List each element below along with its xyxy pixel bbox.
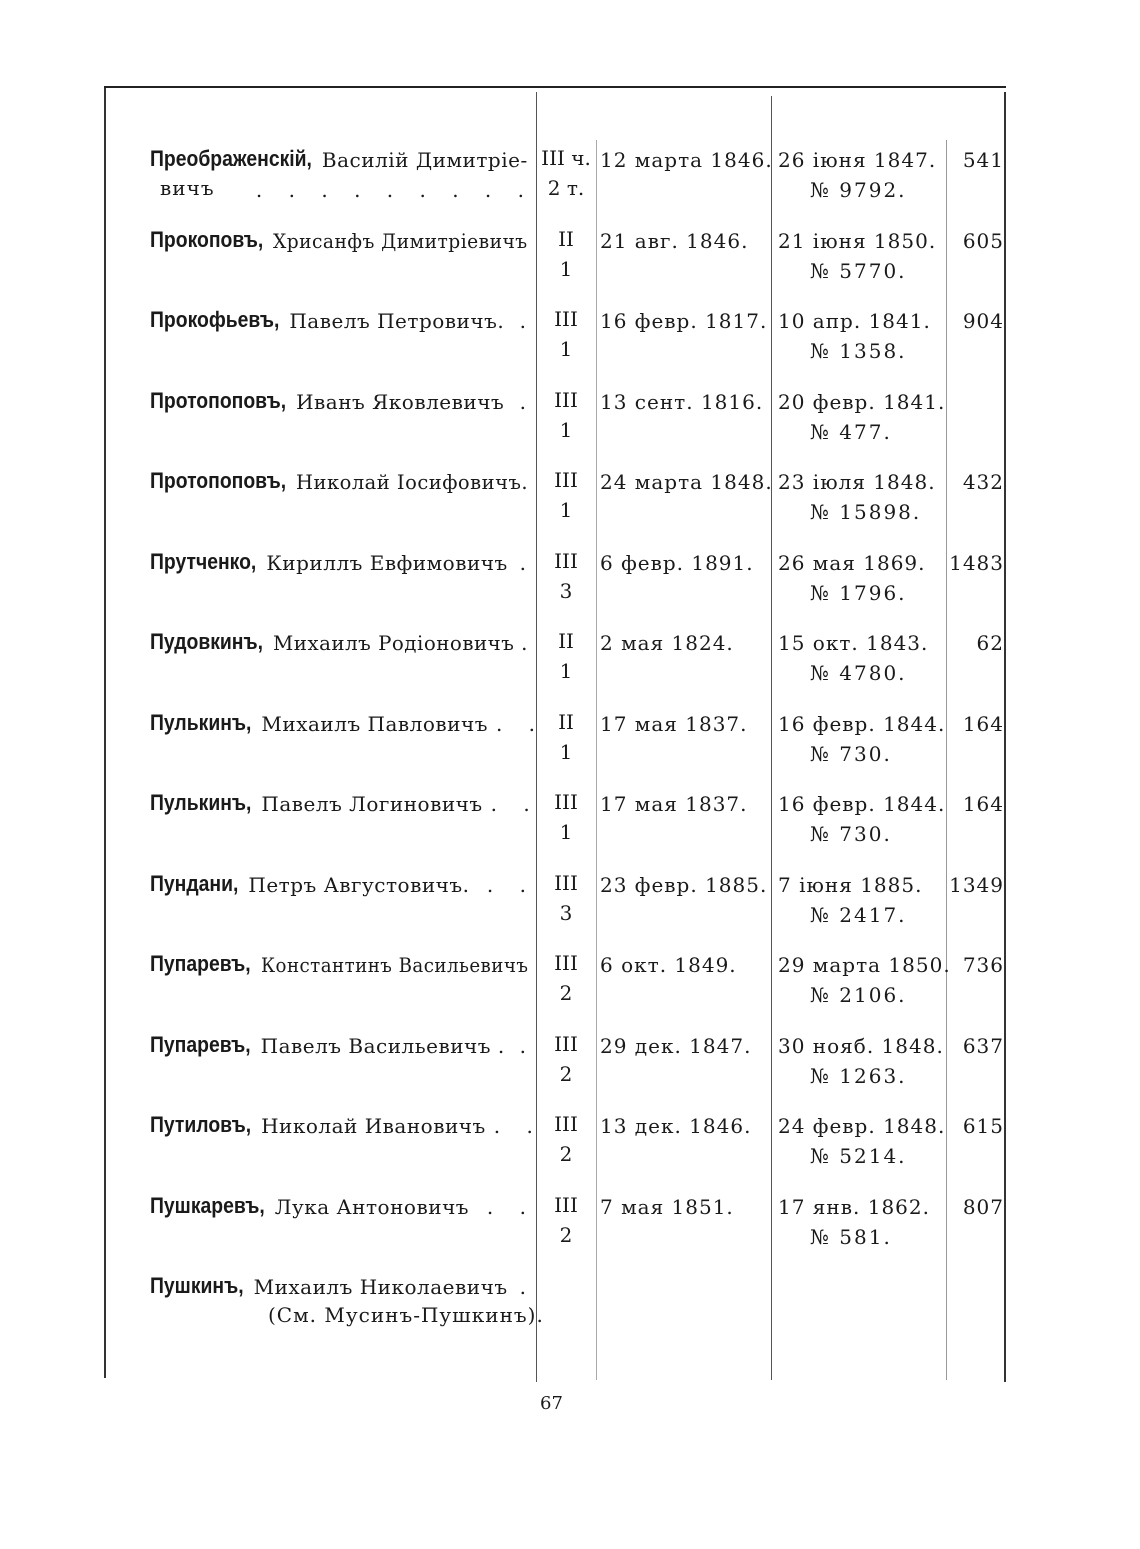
- class-rank: II: [558, 709, 574, 734]
- leader-dots: .: [519, 550, 536, 575]
- appointment-date: 6 февр. 1891.: [600, 550, 754, 575]
- decree-date: 24 февр. 1848.: [778, 1114, 946, 1138]
- class-part: 3: [559, 900, 573, 925]
- given-name: Хрисанфъ Димитріевичъ: [273, 228, 528, 253]
- class-rank: III: [554, 1112, 578, 1136]
- page-reference: 541: [962, 148, 1004, 172]
- class-rank: III: [554, 951, 578, 975]
- surname: Прокоповъ,: [150, 226, 264, 252]
- given-name: Кириллъ Евфимовичъ: [266, 550, 508, 575]
- given-name: Константинъ Васильевичъ: [260, 953, 528, 977]
- appointment-date: 12 марта 1846.: [600, 148, 773, 172]
- decree-date: 21 іюня 1850.: [778, 228, 937, 253]
- decree-date: 17 янв. 1862.: [778, 1194, 930, 1219]
- decree-number: № 1358.: [810, 339, 907, 363]
- surname: Пупаревъ,: [150, 951, 251, 976]
- table-row: [0, 710, 1140, 780]
- class-part: 2 т.: [547, 176, 585, 200]
- leader-dots: .: [519, 1275, 536, 1299]
- table-row: [0, 146, 1140, 216]
- decree-date: 16 февр. 1844.: [778, 711, 946, 736]
- top-rule: [104, 86, 1006, 88]
- surname: Пундани,: [150, 870, 239, 896]
- given-name: Лука Антоновичъ: [274, 1194, 470, 1219]
- given-name: Павелъ Петровичъ.: [289, 309, 505, 333]
- table-row: [0, 549, 1140, 619]
- leader-dots: .: [519, 1033, 536, 1058]
- decree-number: № 477.: [810, 419, 892, 444]
- decree-date: 7 іюня 1885.: [778, 872, 923, 897]
- table-row: [0, 388, 1140, 458]
- given-name: Михаилъ Родіоновичъ .: [272, 631, 528, 655]
- class-part: 2: [559, 1061, 573, 1086]
- appointment-date: 17 мая 1837.: [600, 711, 748, 736]
- given-name: Михаилъ Павловичъ: [261, 711, 488, 736]
- surname: Пудовкинъ,: [150, 629, 263, 654]
- surname: Прокофьевъ,: [150, 307, 280, 332]
- class-rank: III: [554, 1031, 578, 1056]
- table-row: [0, 629, 1140, 699]
- page-reference: 615: [962, 1114, 1004, 1138]
- page-reference: 1349: [949, 872, 1004, 897]
- class-rank: II: [558, 226, 574, 251]
- decree-number: № 581.: [810, 1224, 892, 1249]
- page-reference: 807: [962, 1194, 1004, 1219]
- page-reference: 904: [962, 309, 1004, 333]
- decree-date: 30 нояб. 1848.: [778, 1033, 944, 1058]
- decree-number: № 2106.: [810, 983, 907, 1007]
- surname: Пулькинъ,: [150, 790, 252, 815]
- appointment-date: 6 окт. 1849.: [600, 953, 737, 977]
- decree-date: 10 апр. 1841.: [778, 309, 931, 333]
- class-rank: III: [554, 870, 578, 895]
- leader-dots: . .: [490, 792, 540, 816]
- name-continuation: (См. Мусинъ-Пушкинъ).: [268, 1303, 544, 1327]
- table-row: [0, 790, 1140, 860]
- leader-dots: . .: [495, 711, 546, 736]
- table-row: [0, 227, 1140, 297]
- decree-number: № 5214.: [810, 1144, 907, 1168]
- leader-dots: .: [519, 389, 536, 414]
- decree-number: № 4780.: [810, 661, 907, 685]
- page-reference: 432: [962, 470, 1004, 494]
- appointment-date: 13 сент. 1816.: [600, 389, 764, 414]
- decree-number: № 1796.: [810, 580, 907, 605]
- given-name: Петръ Августовичъ.: [248, 872, 470, 897]
- class-rank: III: [554, 468, 578, 492]
- decree-date: 16 февр. 1844.: [778, 792, 946, 816]
- class-part: 2: [559, 1142, 573, 1166]
- given-name: Василій Димитріе-: [321, 148, 528, 172]
- decree-date: 20 февр. 1841.: [778, 389, 946, 414]
- page-reference: 605: [962, 228, 1004, 253]
- class-rank: III: [554, 548, 578, 573]
- leader-dots: . .: [493, 1114, 543, 1138]
- leader-dots: .: [519, 309, 536, 333]
- appointment-date: 2 мая 1824.: [600, 631, 734, 655]
- given-name: Николай Ивановичъ: [261, 1114, 486, 1138]
- class-rank: III: [554, 307, 578, 331]
- surname: Пушкинъ,: [150, 1273, 244, 1298]
- surname: Преображенскій,: [150, 146, 312, 171]
- appointment-date: 7 мая 1851.: [600, 1194, 734, 1219]
- class-rank: III: [554, 387, 578, 412]
- surname: Протопоповъ,: [150, 468, 287, 493]
- leader-dots: . . . . . . . . .: [255, 178, 534, 202]
- table-row: [0, 1193, 1140, 1263]
- class-rank: III: [554, 1192, 578, 1217]
- appointment-date: 21 авг. 1846.: [600, 228, 749, 253]
- surname: Пупаревъ,: [150, 1031, 251, 1057]
- table-row: [0, 307, 1140, 377]
- decree-number: № 730.: [810, 822, 892, 846]
- given-name: Михаилъ Николаевичъ: [253, 1275, 508, 1299]
- surname: Протопоповъ,: [150, 387, 287, 413]
- decree-date: 15 окт. 1843.: [778, 631, 929, 655]
- given-name: Павелъ Васильевичъ .: [260, 1033, 505, 1058]
- surname: Путиловъ,: [150, 1112, 252, 1137]
- appointment-date: 16 февр. 1817.: [600, 309, 768, 333]
- table-row: [0, 1112, 1140, 1182]
- page-reference: 164: [962, 792, 1004, 816]
- surname: Прутченко,: [150, 548, 257, 574]
- surname: Пулькинъ,: [150, 709, 252, 735]
- decree-date: 23 іюля 1848.: [778, 470, 936, 494]
- page-number: 67: [540, 1393, 563, 1414]
- leader-dots: . .: [486, 872, 536, 897]
- class-rank: III: [554, 790, 578, 814]
- decree-number: № 9792.: [810, 178, 907, 202]
- page-reference: 1483: [949, 550, 1004, 575]
- given-name: Павелъ Логиновичъ: [261, 792, 483, 816]
- decree-number: № 1263.: [810, 1063, 907, 1088]
- given-name: Иванъ Яковлевичъ: [296, 389, 505, 414]
- page-reference: 62: [976, 631, 1004, 655]
- class-part: 2: [559, 1222, 573, 1247]
- table-row: [0, 951, 1140, 1021]
- decree-number: № 2417.: [810, 902, 907, 927]
- class-rank: II: [558, 629, 574, 653]
- appointment-date: 13 дек. 1846.: [600, 1114, 752, 1138]
- class-part: 1: [559, 739, 573, 764]
- appointment-date: 24 марта 1848.: [600, 470, 773, 494]
- class-part: 1: [559, 337, 573, 361]
- decree-date: 26 мая 1869.: [778, 550, 926, 575]
- surname: Пушкаревъ,: [150, 1192, 265, 1218]
- table-row: [0, 1032, 1140, 1102]
- class-part: 1: [559, 256, 573, 281]
- decree-date: 29 марта 1850.: [778, 953, 951, 977]
- given-name: Николай Іосифовичъ.: [296, 470, 529, 494]
- decree-number: № 5770.: [810, 258, 907, 283]
- appointment-date: 29 дек. 1847.: [600, 1033, 752, 1058]
- decree-number: № 15898.: [810, 500, 922, 524]
- class-part: 2: [559, 981, 573, 1005]
- page-reference: 637: [962, 1033, 1004, 1058]
- appointment-date: 23 февр. 1885.: [600, 872, 768, 897]
- class-part: 1: [559, 498, 573, 522]
- name-continuation: вичъ: [160, 176, 215, 200]
- table-row: [0, 871, 1140, 941]
- table-row: [0, 468, 1140, 538]
- decree-date: 26 іюня 1847.: [778, 148, 937, 172]
- page-reference: 164: [962, 711, 1004, 736]
- class-part: 1: [559, 659, 573, 683]
- class-part: 3: [559, 578, 573, 603]
- class-rank: III ч.: [541, 146, 591, 170]
- decree-number: № 730.: [810, 741, 892, 766]
- leader-dots: . .: [486, 1194, 536, 1219]
- appointment-date: 17 мая 1837.: [600, 792, 748, 816]
- class-part: 1: [559, 417, 573, 442]
- table-row: [0, 1273, 1140, 1343]
- page-reference: 736: [962, 953, 1004, 977]
- class-part: 1: [559, 820, 573, 844]
